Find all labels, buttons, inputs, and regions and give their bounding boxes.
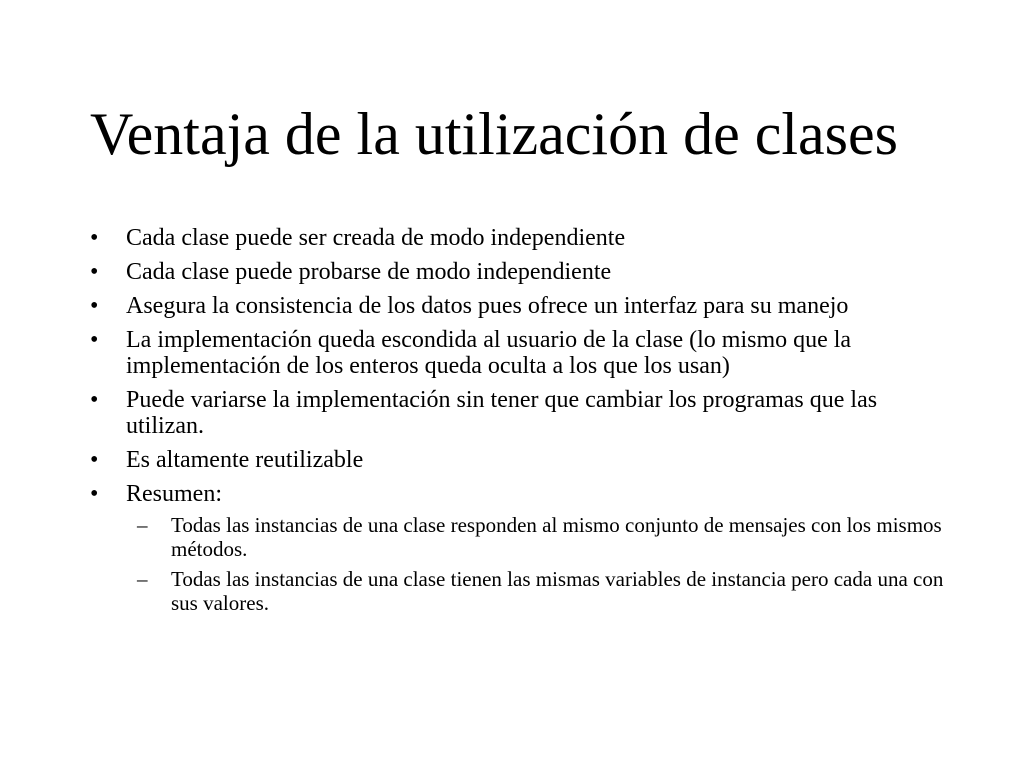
bullet-marker: •: [90, 387, 99, 413]
bullet-item: [90, 327, 950, 379]
bullet-item: [90, 387, 950, 439]
bullet-text: Cada clase puede probarse de modo independiente: [126, 259, 612, 285]
bullet-marker: •: [90, 481, 99, 507]
sub-bullet-list: [126, 513, 950, 615]
bullet-marker: •: [90, 293, 99, 319]
sub-bullet-text: Todas las instancias de una clase tienen las mismas variables de instancia pero cada una con sus valores.: [171, 567, 944, 615]
bullet-item: [90, 225, 950, 251]
bullet-text: Puede variarse la implementación sin tener que cambiar los programas que las utilizan.: [126, 387, 878, 439]
bullet-text: La implementación queda escondida al usuario de la clase (lo mismo que la implementación de los enteros queda oculta a los que los usan): [126, 327, 852, 379]
sub-bullet-marker: –: [137, 567, 148, 591]
bullet-item-resumen: [90, 481, 950, 615]
bullet-text: Resumen:: [126, 481, 222, 507]
bullet-text: Es altamente reutilizable: [126, 447, 364, 473]
sub-bullet-item: [126, 567, 950, 615]
sub-bullet-text: Todas las instancias de una clase responden al mismo conjunto de mensajes con los mismos métodos.: [171, 513, 942, 561]
bullet-marker: •: [90, 447, 99, 473]
sub-bullet-item: [126, 513, 950, 561]
bullet-text: Asegura la consistencia de los datos pues ofrece un interfaz para su manejo: [126, 293, 849, 319]
bullet-item: [90, 293, 950, 319]
bullet-text: Cada clase puede ser creada de modo independiente: [126, 225, 626, 251]
bullet-item: [90, 259, 950, 285]
bullet-marker: •: [90, 259, 99, 285]
slide-title: Ventaja de la utilización de clases: [90, 101, 898, 167]
sub-bullet-marker: –: [137, 513, 148, 537]
bullet-item: [90, 447, 950, 473]
bullet-list: [90, 225, 950, 623]
bullet-marker: •: [90, 225, 99, 251]
bullet-marker: •: [90, 327, 99, 353]
